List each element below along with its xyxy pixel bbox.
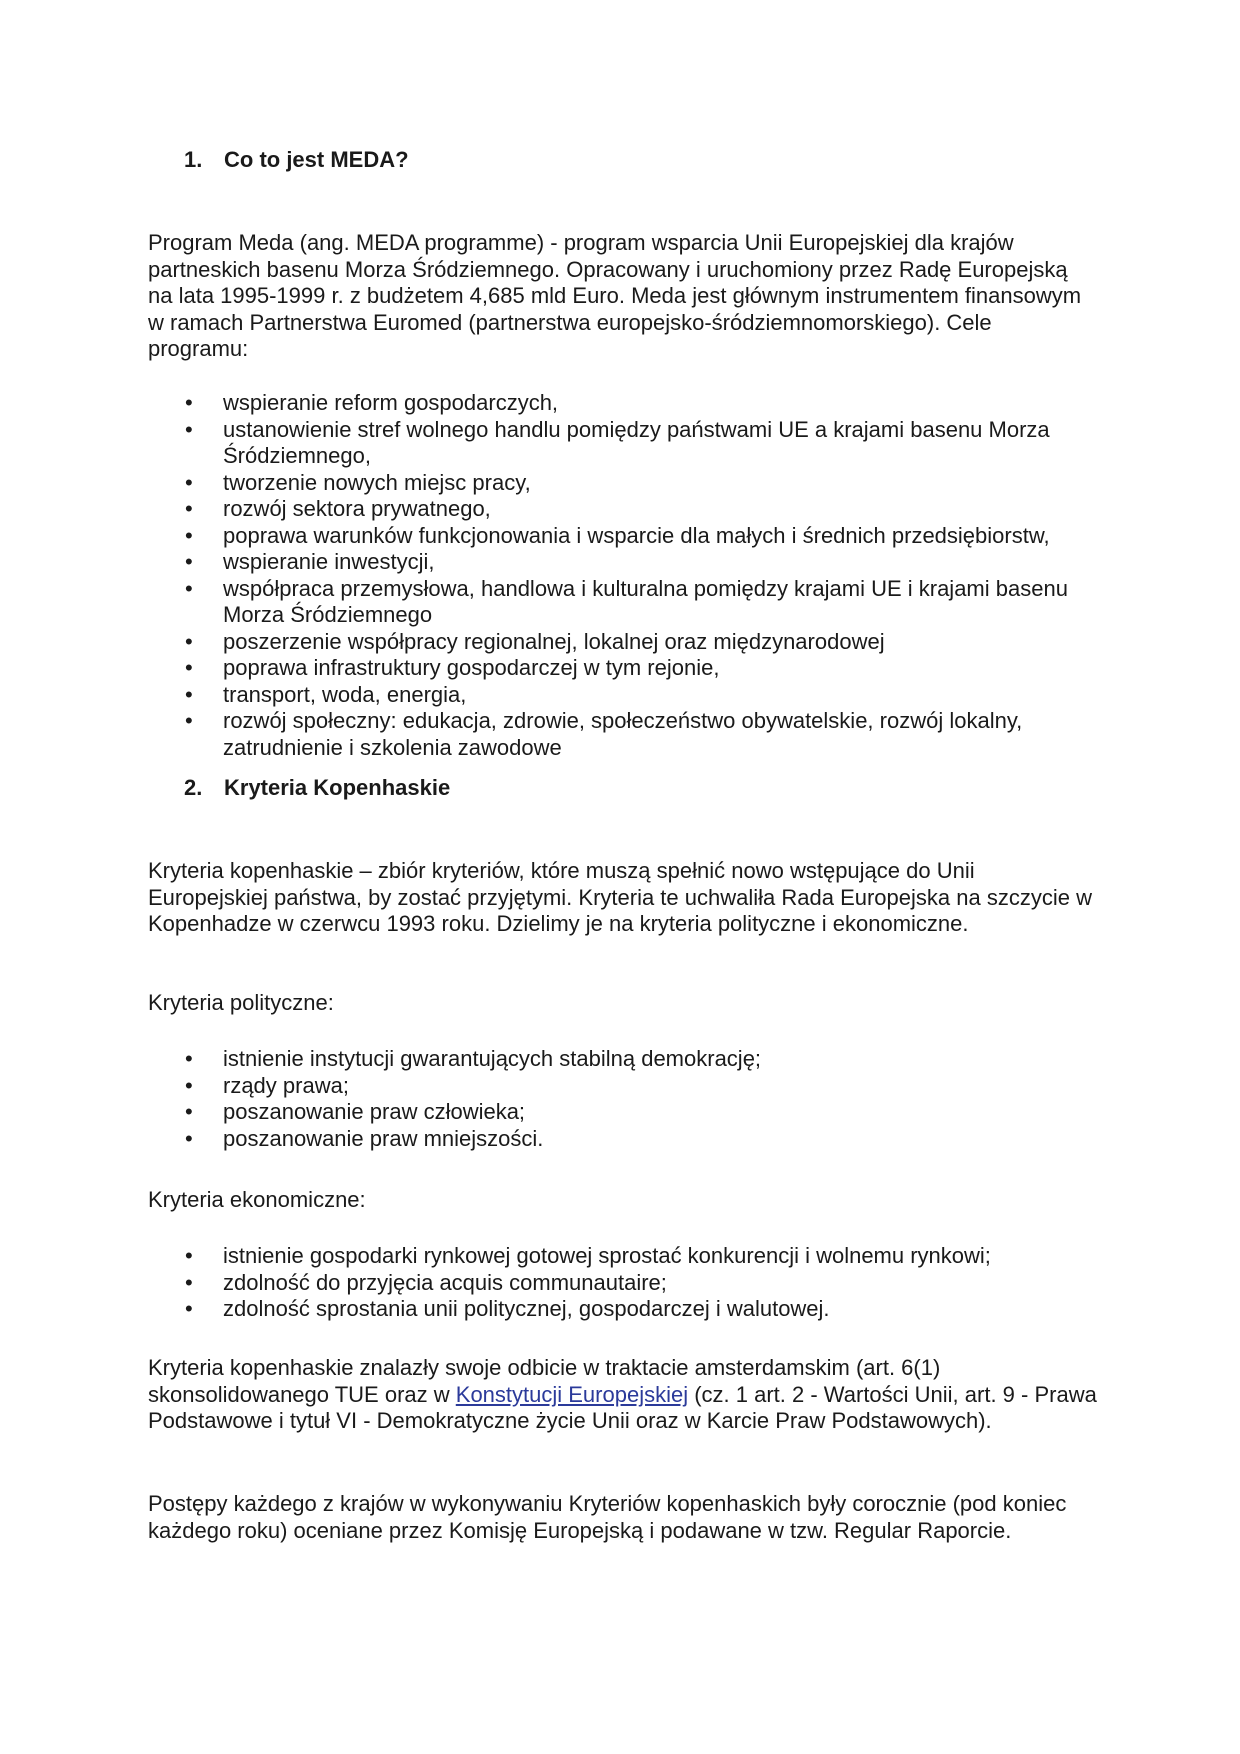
treaty-text-before: Kryteria kopenhaskie znalazły swoje odbicie w traktacie amsterdamskim (art. 6(1) skonsolidowanego TUE oraz w bbox=[148, 1355, 941, 1407]
economic-criteria-label: Kryteria ekonomiczne: bbox=[148, 1187, 366, 1212]
list-item: • rządy prawa; bbox=[148, 1073, 1088, 1100]
economic-criteria-list bbox=[148, 1243, 1088, 1323]
treaty-text-after: (cz. 1 art. 2 - Wartości Unii, art. 9 - Prawa Podstawowe i tytuł VI - Demokratyczne życie Unii oraz w Karcie Praw Podstawowych). bbox=[148, 1381, 1097, 1433]
section-2-title: Kryteria Kopenhaskie bbox=[224, 775, 451, 800]
list-item: • tworzenie nowych miejsc pracy, bbox=[148, 470, 1088, 497]
list-item: • rozwój sektora prywatnego, bbox=[148, 496, 1088, 523]
list-item: • wspieranie reform gospodarczych, bbox=[148, 390, 1088, 417]
list-item: • istnienie gospodarki rynkowej gotowej sprostać konkurencji i wolnemu rynkowi; bbox=[148, 1243, 1088, 1270]
list-item: • rozwój społeczny: edukacja, zdrowie, społeczeństwo obywatelskie, rozwój lokalny, zatrudnienie i szkolenia zawodowe bbox=[148, 708, 1088, 761]
list-item: • poszanowanie praw człowieka; bbox=[148, 1099, 1088, 1126]
list-item: • poszanowanie praw mniejszości. bbox=[148, 1126, 1088, 1153]
list-item: • poprawa infrastruktury gospodarczej w tym rejonie, bbox=[148, 655, 1088, 682]
list-item: • istnienie instytucji gwarantujących stabilną demokrację; bbox=[148, 1046, 1088, 1073]
list-item: • wspieranie inwestycji, bbox=[148, 549, 1088, 576]
constitution-link[interactable]: Konstytucji Europejskiej bbox=[455, 1381, 689, 1407]
political-criteria-list bbox=[148, 1046, 1088, 1152]
section-2-number: 2. bbox=[184, 775, 203, 800]
list-item: • ustanowienie stref wolnego handlu pomiędzy państwami UE a krajami basenu Morza Śródziemnego, bbox=[148, 417, 1088, 470]
meda-intro-paragraph: Program Meda (ang. MEDA programme) - program wsparcia Unii Europejskiej dla krajów partneskich basenu Morza Śródziemnego. Opracowany i uruchomiony przez Radę Europejską na lata 1995-1999 r. z budżetem 4,685 mld Euro. Meda jest głównym instrumentem finansowym w ramach Partnerstwa Euromed (partnerstwa europejsko-śródziemnomorskiego). Cele programu: bbox=[148, 230, 1082, 361]
section-1-title: Co to jest MEDA? bbox=[224, 147, 409, 172]
meda-goals-list bbox=[148, 390, 1088, 761]
list-item: • współpraca przemysłowa, handlowa i kulturalna pomiędzy krajami UE i krajami basenu Morza Śródziemnego bbox=[148, 576, 1088, 629]
treaty-paragraph bbox=[148, 1355, 1098, 1435]
progress-paragraph: Postępy każdego z krajów w wykonywaniu Kryteriów kopenhaskich były corocznie (pod koniec każdego roku) oceniane przez Komisję Europejską i podawane w tzw. Regular Raporcie. bbox=[148, 1491, 1067, 1543]
section-2-heading bbox=[184, 775, 450, 802]
political-criteria-label: Kryteria polityczne: bbox=[148, 990, 334, 1015]
list-item: • zdolność sprostania unii politycznej, gospodarczej i walutowej. bbox=[148, 1296, 1088, 1323]
copenhagen-intro-paragraph: Kryteria kopenhaskie – zbiór kryteriów, które muszą spełnić nowo wstępujące do Unii Europejskiej państwa, by zostać przyjętymi. Kryteria te uchwaliła Rada Europejska na szczycie w Kopenhadze w czerwcu 1993 roku. Dzielimy je na kryteria polityczne i ekonomiczne. bbox=[148, 858, 1092, 936]
section-1-heading bbox=[184, 147, 409, 174]
section-1-number: 1. bbox=[184, 147, 203, 172]
list-item: • poszerzenie współpracy regionalnej, lokalnej oraz międzynarodowej bbox=[148, 629, 1088, 656]
list-item: • poprawa warunków funkcjonowania i wsparcie dla małych i średnich przedsiębiorstw, bbox=[148, 523, 1088, 550]
list-item: • zdolność do przyjęcia acquis communautaire; bbox=[148, 1270, 1088, 1297]
list-item: • transport, woda, energia, bbox=[148, 682, 1088, 709]
